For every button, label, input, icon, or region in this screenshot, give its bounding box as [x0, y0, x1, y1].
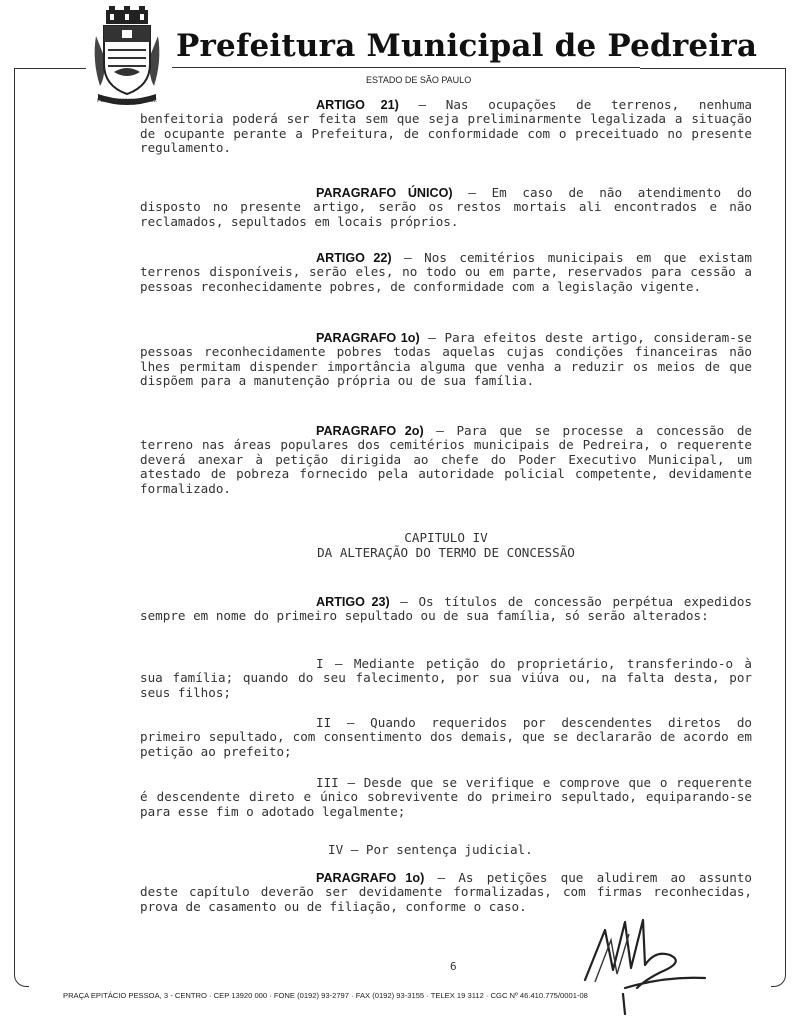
- article-22-paragraph-2-lead: PARAGRAFO 2o): [316, 424, 424, 438]
- frame-right-border: [771, 68, 786, 987]
- article-23-paragraph-1: [140, 871, 752, 914]
- chapter-number: CAPITULO IV: [404, 530, 488, 545]
- article-23-item-4: IV – Por sentença judicial.: [328, 842, 533, 857]
- article-23-lead: ARTIGO 23): [316, 595, 390, 609]
- frame-top-right-rule: [640, 68, 785, 69]
- article-23-paragraph-1-lead: PARAGRAFO 1o): [316, 871, 425, 885]
- paragraph-unico-lead: PARAGRAFO ÚNICO): [316, 186, 453, 200]
- article-22-paragraph-1: [140, 331, 752, 389]
- state-subtitle: ESTADO DE SÃO PAULO: [366, 75, 472, 85]
- article-23-paragraph-1-text: – As petições que aludirem ao assunto deste capítulo deverão ser devidamente formalizadas, com firmas reconhecidas, prova de casamento ou de filiação, conforme o caso.: [140, 870, 752, 914]
- article-23-item-2: II – Quando requeridos por descendentes diretos do primeiro sepultado, com consentimento dos demais, que se declararão de acordo em petição ao prefeito;: [140, 715, 752, 759]
- article-22-lead: ARTIGO 22): [316, 251, 392, 265]
- frame-left-border: [14, 68, 29, 987]
- page-number: 6: [450, 960, 457, 973]
- article-22-paragraph-1-lead: PARAGRAFO 1o): [316, 331, 420, 345]
- article-22-paragraph-2-text: – Para que se processe a concessão de terreno nas áreas populares dos cemitérios municipais de Pedreira, o requerente deverá anexar à petição dirigida ao chefe do Poder Executivo Municipal, um atestado de pobreza fornecido pela autoridade policial competente, devidamente formalizado.: [140, 423, 752, 496]
- article-23: [140, 595, 752, 624]
- article-22: [140, 251, 752, 294]
- title-underline: [172, 67, 640, 68]
- chapter-title: DA ALTERAÇÃO DO TERMO DE CONCESSÃO: [317, 545, 575, 560]
- page-title: Prefeitura Municipal de Pedreira: [176, 28, 758, 64]
- footer-address: PRAÇA EPITÁCIO PESSOA, 3 - CENTRO · CEP 13920 000 · FONE (0192) 93-2797 · FAX (0192) 93-3155 · TELEX 19 3112 · CGC Nº 46.410.775/0001-08: [60, 991, 591, 1000]
- crest-motto: FLECTE NON FRANGE: [96, 98, 158, 104]
- article-22-paragraph-2: [140, 424, 752, 496]
- article-21-lead: ARTIGO 21): [316, 98, 399, 112]
- article-22-text: – Nos cemitérios municipais em que existam terrenos disponíveis, serão eles, no todo ou em parte, reservados para cessão a pessoas reconhecidamente pobres, de conformidade com a legislação vigente.: [140, 250, 752, 294]
- paragraph-unico: [140, 186, 752, 229]
- article-23-text: – Os títulos de concessão perpétua expedidos sempre em nome do primeiro sepultado ou de sua família, só serão alterados:: [140, 594, 752, 624]
- article-22-paragraph-1-text: – Para efeitos deste artigo, consideram-se pessoas reconhecidamente pobres todas aquelas cujas condições financeiras não lhes permitam dispender importância alguma que venha a reduzir os meios de que dispõem para a manutenção própria ou de sua família.: [140, 330, 752, 389]
- article-21: [140, 98, 752, 156]
- paragraph-unico-text: – Em caso de não atendimento do disposto no presente artigo, serão os restos mortais ali encontrados e não reclamados, sepultados em locais próprios.: [140, 185, 752, 229]
- municipal-crest-icon: [92, 6, 162, 110]
- article-23-item-1: I – Mediante petição do proprietário, transferindo-o à sua família; quando do seu falecimento, por sua viúva ou, na falta desta, por seus filhos;: [140, 656, 752, 700]
- article-23-item-3: III – Desde que se verifique e comprove que o requerente é descendente direto e único sobrevivente do primeiro sepultado, equiparando-se para esse fim o adotado legalmente;: [140, 775, 752, 819]
- article-21-text: – Nas ocupações de terrenos, nenhuma benfeitoria poderá ser feita sem que seja preliminarmente legalizada a situação de ocupante perante a Prefeitura, de conformidade com o preceituado no presente regulamento.: [140, 97, 752, 156]
